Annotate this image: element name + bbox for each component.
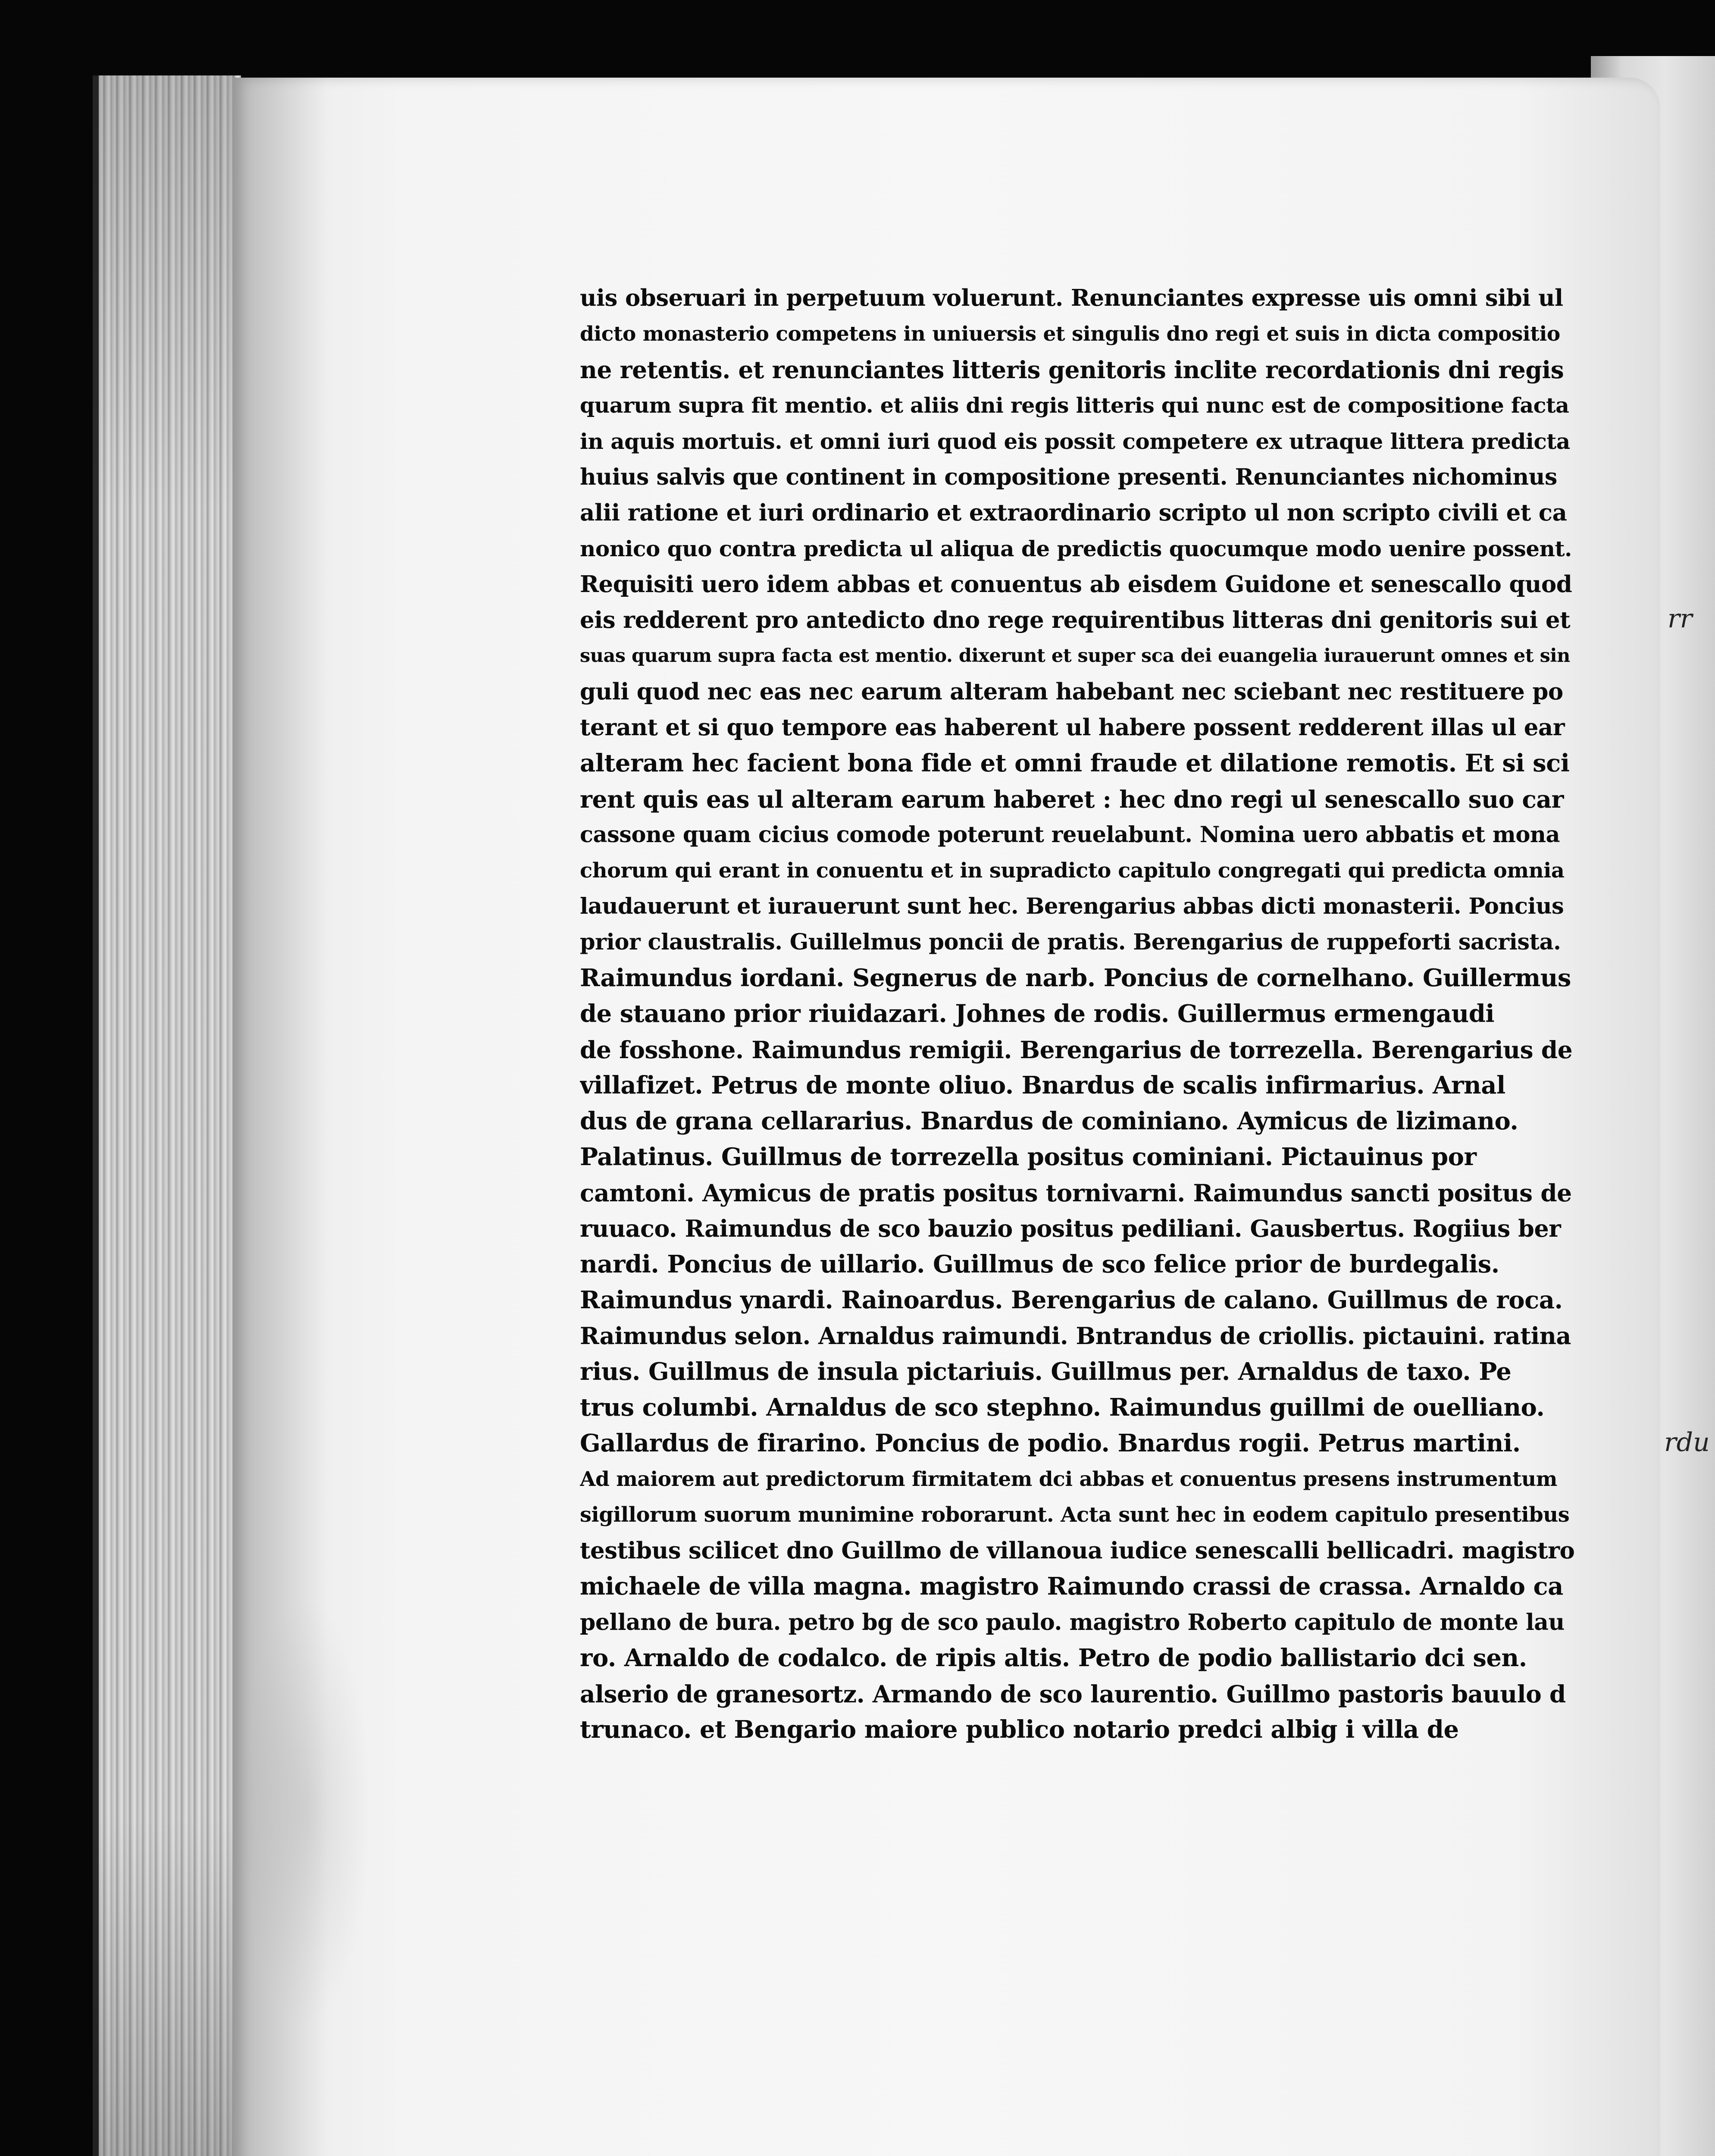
manuscript-line: dicto monasterio competens in uniuersis et singulis dno regi et suis in dicta compositio [580,322,1560,346]
manuscript-line: quarum supra fit mentio. et aliis dni regis litteris qui nunc est de compositione facta [580,393,1569,418]
manuscript-line: camtoni. Aymicus de pratis positus tornivarni. Raimundus sancti positus de [580,1179,1572,1207]
manuscript-line: michaele de villa magna. magistro Raimundo crassi de crassa. Arnaldo ca [580,1572,1563,1601]
manuscript-line: Palatinus. Guillmus de torrezella positus cominiani. Pictauinus por [580,1143,1477,1171]
manuscript-line: Requisiti uero idem abbas et conuentus ab eisdem Guidone et senescallo quod [580,571,1572,598]
manuscript-line: terant et si quo tempore eas haberent ul habere possent redderent illas ul ear [580,714,1565,741]
manuscript-line: eis redderent pro antedicto dno rege requirentibus litteras dni genitoris sui et [580,607,1571,633]
manuscript-line: prior claustralis. Guillelmus poncii de pratis. Berengarius de ruppeforti sacrista. [580,929,1561,955]
manuscript-line: ro. Arnaldo de codalco. de ripis altis. Petro de podio ballistario dci sen. [580,1644,1527,1672]
manuscript-line: Raimundus selon. Arnaldus raimundi. Bntrandus de criollis. pictauini. ratina [580,1322,1571,1350]
manuscript-line: de fosshone. Raimundus remigii. Berengarius de torrezella. Berengarius de [580,1036,1573,1064]
manuscript-line: dus de grana cellararius. Bnardus de cominiano. Aymicus de lizimano. [580,1107,1518,1135]
manuscript-line: laudauerunt et iurauerunt sunt hec. Berengarius abbas dicti monasterii. Poncius [580,893,1564,919]
manuscript-line: alteram hec facient bona fide et omni fraude et dilatione remotis. Et si sci [580,749,1570,777]
manuscript-line: ne retentis. et renunciantes litteris genitoris inclite recordationis dni regis [580,356,1564,384]
manuscript-line: rius. Guillmus de insula pictariuis. Guillmus per. Arnaldus de taxo. Pe [580,1357,1512,1386]
manuscript-line: villafizet. Petrus de monte oliuo. Bnardus de scalis infirmarius. Arnal [580,1071,1505,1100]
manuscript-line: trus columbi. Arnaldus de sco stephno. Raimundus guillmi de ouelliano. [580,1393,1545,1422]
manuscript-line: nardi. Poncius de uillario. Guillmus de sco felice prior de burdegalis. [580,1250,1499,1279]
manuscript-line: ruuaco. Raimundus de sco bauzio positus pediliani. Gausbertus. Rogiius ber [580,1215,1561,1242]
facing-page-mark: rr [1668,604,1693,634]
manuscript-line: guli quod nec eas nec earum alteram habebant nec sciebant nec restituere po [580,678,1563,705]
facing-page-mark: rdu [1664,1427,1710,1457]
manuscript-line: pellano de bura. petro bg de sco paulo. magistro Roberto capitulo de monte lau [580,1609,1565,1636]
manuscript-line: uis obseruari in perpetuum voluerunt. Renunciantes expresse uis omni sibi ul [580,285,1563,311]
manuscript-line: de stauano prior riuidazari. Johnes de rodis. Guillermus ermengaudi [580,1000,1495,1028]
manuscript-line: Raimundus ynardi. Rainoardus. Berengarius de calano. Guillmus de roca. [580,1286,1563,1314]
manuscript-line: in aquis mortuis. et omni iuri quod eis possit competere ex utraque littera predicta [580,429,1570,454]
page-stain [241,1595,371,2027]
manuscript-line: trunaco. et Bengario maiore publico notario predci albig i villa de [580,1715,1459,1744]
manuscript-line: alserio de granesortz. Armando de sco laurentio. Guillmo pastoris bauulo d [580,1680,1566,1708]
manuscript-line: sigillorum suorum munimine roborarunt. Acta sunt hec in eodem capitulo presentibus [580,1503,1570,1527]
manuscript-line: suas quarum supra facta est mentio. dixerunt et super sca dei euangelia iurauerunt omnes et sin [580,645,1570,667]
manuscript-line: Gallardus de firarino. Poncius de podio. Bnardus rogii. Petrus martini. [580,1429,1521,1457]
manuscript-text-block [580,280,1576,1748]
manuscript-line: cassone quam cicius comode poterunt reuelabunt. Nomina uero abbatis et mona [580,822,1560,848]
book-edge-shadow [93,75,235,2156]
manuscript-line: testibus scilicet dno Guillmo de villanoua iudice senescalli bellicadri. magistro [580,1537,1575,1564]
manuscript-line: alii ratione et iuri ordinario et extraordinario scripto ul non scripto civili et ca [580,499,1567,526]
manuscript-line: rent quis eas ul alteram earum haberet : hec dno regi ul senescallo suo car [580,785,1564,813]
manuscript-line: Ad maiorem aut predictorum firmitatem dci abbas et conuentus presens instrumentum [580,1467,1557,1491]
manuscript-line: Raimundus iordani. Segnerus de narb. Poncius de cornelhano. Guillermus [580,964,1571,992]
manuscript-line: chorum qui erant in conuentu et in supradicto capitulo congregati qui predicta omnia [580,859,1565,883]
manuscript-line: huius salvis que continent in compositione presenti. Renunciantes nichominus [580,464,1557,490]
manuscript-line: nonico quo contra predicta ul aliqua de predictis quocumque modo uenire possent. [580,536,1572,561]
